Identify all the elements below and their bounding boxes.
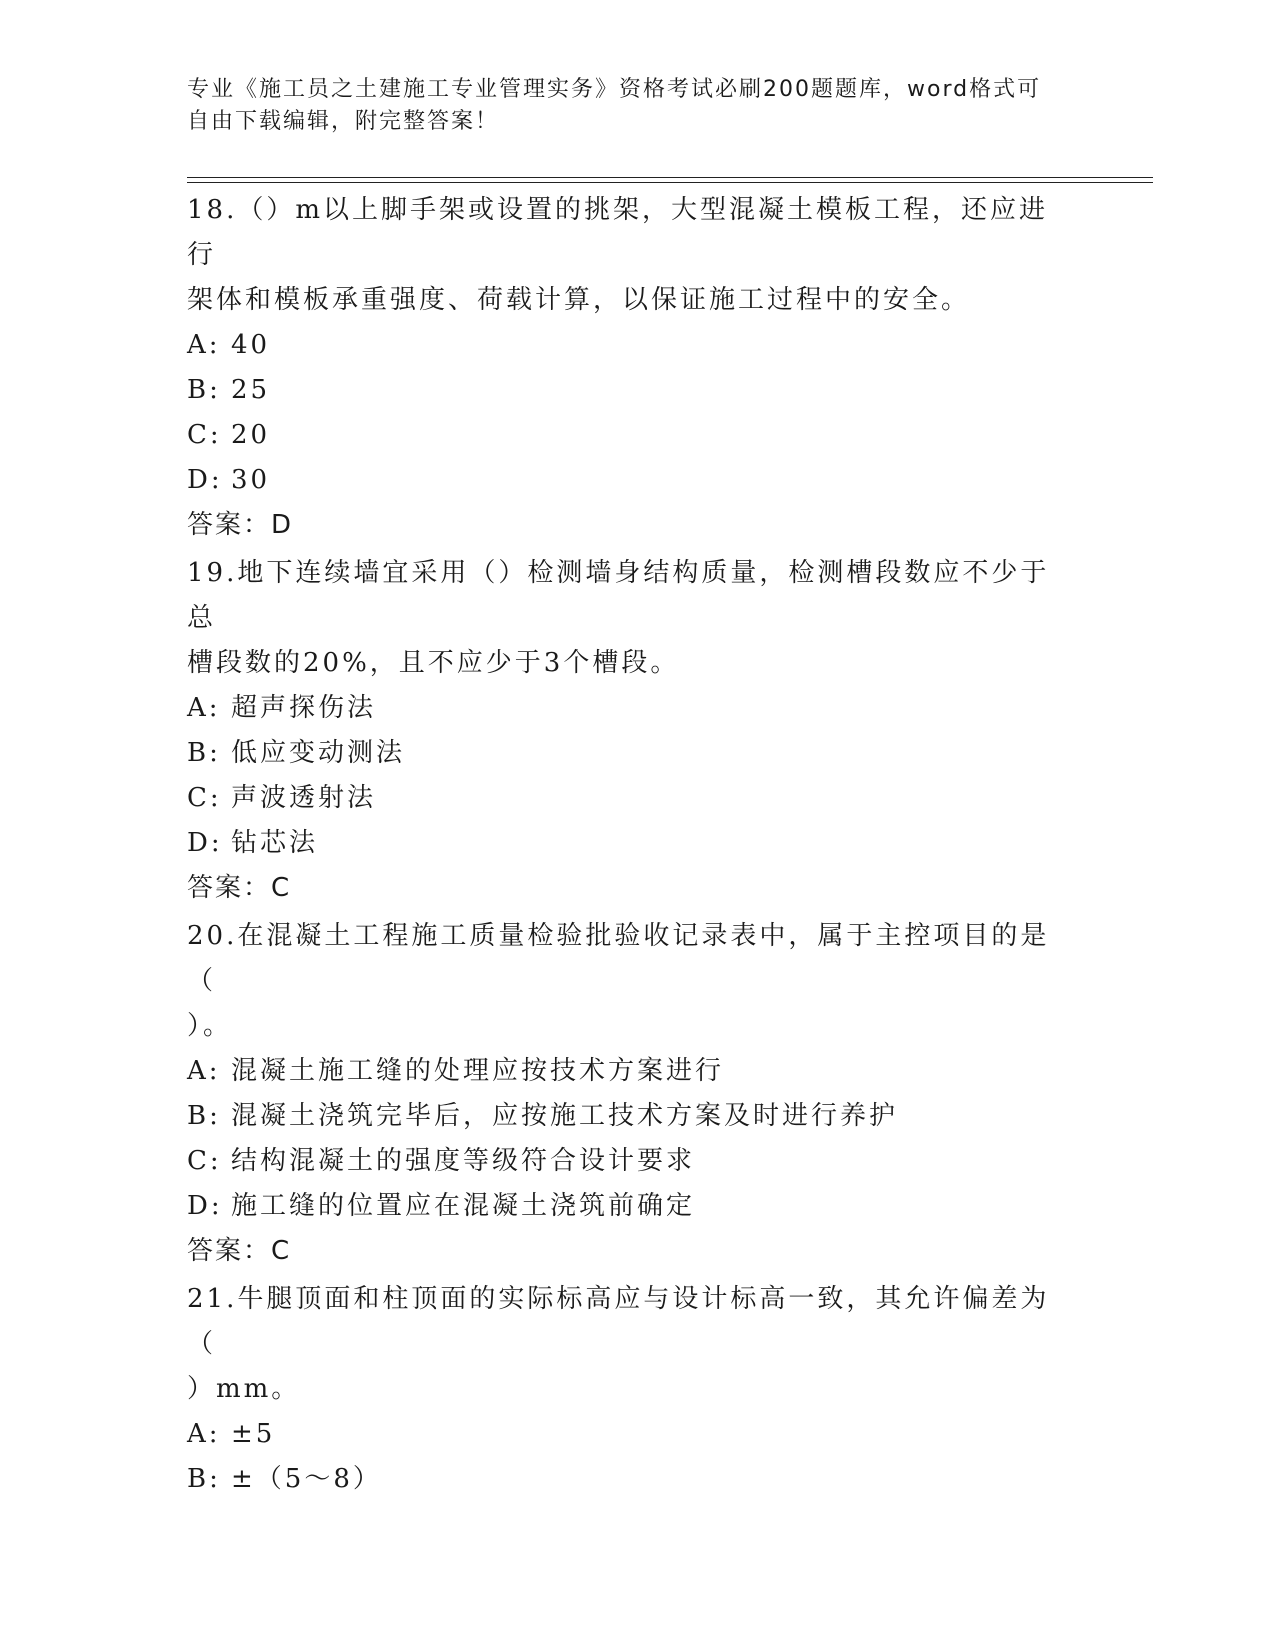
option-key: B:	[187, 1464, 221, 1494]
question-stem-line-2: ）。	[187, 1011, 233, 1041]
option-a	[187, 1412, 1067, 1457]
question-19	[187, 551, 1067, 911]
option-text: 混凝土浇筑完毕后，应按施工技术方案及时进行养护	[231, 1101, 899, 1131]
option-d	[187, 458, 1067, 503]
question-18	[187, 188, 1067, 548]
option-c	[187, 1139, 1067, 1184]
question-stem-line-2: ）mm。	[187, 1374, 301, 1404]
option-text: 超声探伤法	[231, 693, 377, 723]
option-key: D:	[187, 828, 223, 858]
option-key: B:	[187, 738, 221, 768]
option-a	[187, 1049, 1067, 1094]
option-key: D:	[187, 1191, 223, 1221]
option-text: 施工缝的位置应在混凝土浇筑前确定	[231, 1191, 696, 1221]
option-d	[187, 821, 1067, 866]
answer-line: 答案：D	[187, 510, 294, 540]
question-21	[187, 1277, 1067, 1502]
option-key: B:	[187, 1101, 221, 1131]
option-text: 40	[231, 330, 271, 360]
option-key: A:	[187, 1056, 221, 1086]
option-d	[187, 1184, 1067, 1229]
option-b	[187, 731, 1067, 776]
question-stem-line-1: 20.在混凝土工程施工质量检验批验收记录表中，属于主控项目的是（	[187, 921, 1050, 996]
question-stem-line-2: 槽段数的20%，且不应少于3个槽段。	[187, 648, 680, 678]
option-text: ±（5～8）	[231, 1464, 382, 1494]
option-text: 30	[231, 465, 271, 495]
option-key: B:	[187, 375, 221, 405]
header-divider-top	[187, 177, 1153, 178]
option-text: 结构混凝土的强度等级符合设计要求	[231, 1146, 696, 1176]
option-text: 25	[231, 375, 271, 405]
option-b	[187, 1457, 1067, 1502]
option-key: D:	[187, 465, 223, 495]
option-text: 混凝土施工缝的处理应按技术方案进行	[231, 1056, 725, 1086]
option-text: 低应变动测法	[231, 738, 406, 768]
option-text: 声波透射法	[231, 783, 377, 813]
option-key: C:	[187, 783, 222, 813]
option-a	[187, 323, 1067, 368]
option-a	[187, 686, 1067, 731]
question-stem-line-2: 架体和模板承重强度、荷载计算，以保证施工过程中的安全。	[187, 285, 971, 315]
question-stem-line-1: 21.牛腿顶面和柱顶面的实际标高应与设计标高一致，其允许偏差为（	[187, 1284, 1050, 1359]
option-text: 20	[231, 420, 271, 450]
option-b	[187, 368, 1067, 413]
answer-line: 答案：C	[187, 873, 292, 903]
option-c	[187, 413, 1067, 458]
header-line-2: 自由下载编辑，附完整答案！	[187, 109, 500, 134]
question-stem-line-1: 19.地下连续墙宜采用（）检测墙身结构质量，检测槽段数应不少于总	[187, 558, 1050, 633]
question-20	[187, 914, 1067, 1274]
answer-line: 答案：C	[187, 1236, 292, 1266]
option-c	[187, 776, 1067, 821]
option-key: A:	[187, 1419, 221, 1449]
question-stem-line-1: 18.（）m以上脚手架或设置的挑架，大型混凝土模板工程，还应进行	[187, 195, 1049, 270]
option-key: C:	[187, 420, 222, 450]
document-header	[187, 74, 1067, 138]
header-divider-bottom	[187, 182, 1153, 183]
option-b	[187, 1094, 1067, 1139]
header-line-1: 专业《施工员之土建施工专业管理实务》资格考试必刷200题题库，word格式可	[187, 77, 1042, 102]
option-text: ±5	[231, 1419, 276, 1449]
option-text: 钻芯法	[231, 828, 319, 858]
option-key: A:	[187, 693, 221, 723]
option-key: A:	[187, 330, 221, 360]
option-key: C:	[187, 1146, 222, 1176]
